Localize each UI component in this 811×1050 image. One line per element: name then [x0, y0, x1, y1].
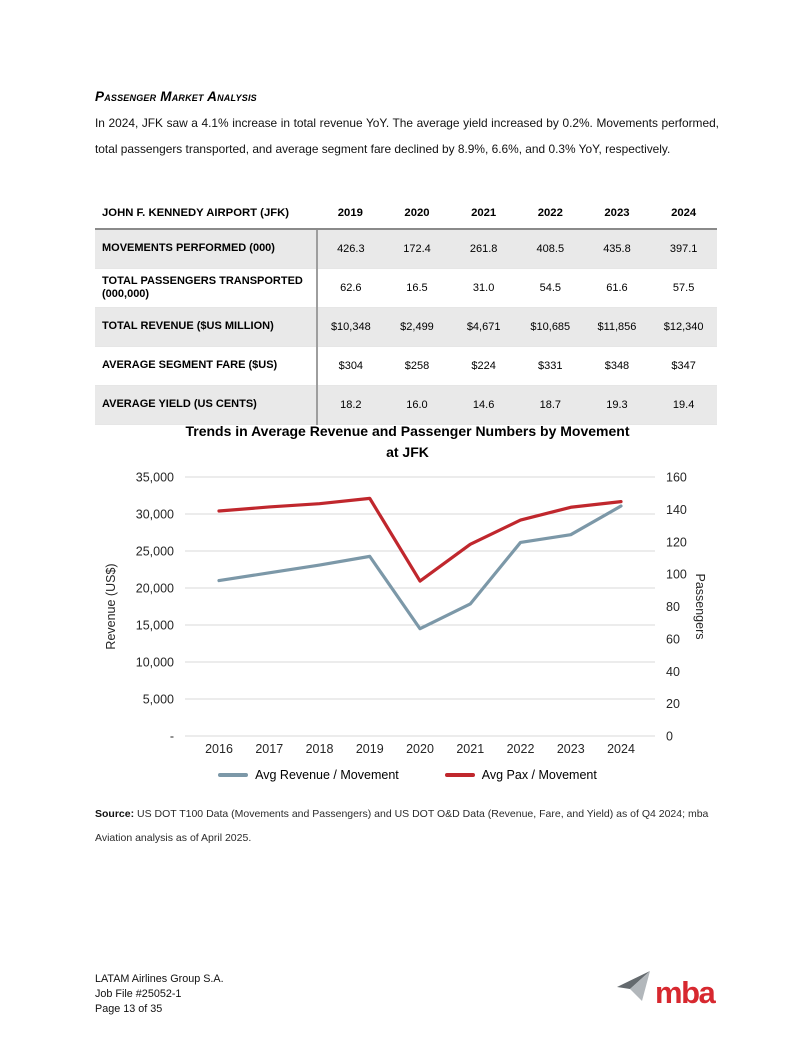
x-axis-tick-label: 2019 [355, 742, 384, 756]
value-cell: 397.1 [650, 229, 717, 269]
year-header-cell: 2024 [650, 197, 717, 229]
value-cell: 62.6 [317, 269, 384, 308]
row-label-cell: AVERAGE YIELD (US CENTS) [95, 386, 317, 425]
row-label-cell: TOTAL REVENUE ($US MILLION) [95, 308, 317, 347]
table-header [95, 197, 717, 229]
left-axis-tick-label: 10,000 [135, 655, 174, 670]
value-cell: 31.0 [450, 269, 517, 308]
value-cell: 18.2 [317, 386, 384, 425]
value-cell: 19.3 [584, 386, 651, 425]
right-axis-tick-label: 140 [666, 502, 687, 517]
year-header-cell: 2023 [584, 197, 651, 229]
source-note [95, 803, 727, 850]
table-row [95, 269, 717, 308]
right-axis-tick-label: 60 [666, 632, 680, 647]
table-title-cell: JOHN F. KENNEDY AIRPORT (JFK) [95, 197, 317, 229]
chart-legend [95, 768, 720, 782]
right-axis-tick-label: 160 [666, 470, 687, 485]
legend-item [218, 768, 399, 782]
footer-client: LATAM Airlines Group S.A. [95, 973, 224, 985]
value-cell: 61.6 [584, 269, 651, 308]
year-header-cell: 2021 [450, 197, 517, 229]
right-axis-tick-label: 120 [666, 535, 687, 550]
table-row [95, 386, 717, 425]
value-cell: $12,340 [650, 308, 717, 347]
left-axis-tick-label: 35,000 [135, 470, 174, 485]
table-row [95, 308, 717, 347]
x-axis-tick-label: 2018 [305, 742, 334, 756]
value-cell: $10,685 [517, 308, 584, 347]
trends-chart [95, 421, 720, 782]
table-row [95, 347, 717, 386]
legend-swatch [218, 773, 248, 777]
value-cell: 54.5 [517, 269, 584, 308]
chart-plot-area [95, 464, 720, 764]
mba-logo-text: mba [655, 975, 715, 1010]
footer-job-file: Job File #25052-1 [95, 987, 182, 1000]
value-cell: 426.3 [317, 229, 384, 269]
year-header-cell: 2020 [384, 197, 451, 229]
value-cell: 16.5 [384, 269, 451, 308]
source-text: US DOT T100 Data (Movements and Passengers) and US DOT O&D Data (Revenue, Fare, and Yield) as of Q4 2024; mba Aviation analysis as of April 2025. [95, 808, 709, 844]
left-axis-tick-label: - [169, 729, 174, 744]
value-cell: $347 [650, 347, 717, 386]
value-cell: $224 [450, 347, 517, 386]
value-cell: $2,499 [384, 308, 451, 347]
left-axis-title: Revenue (US$) [104, 563, 118, 650]
x-axis-tick-label: 2020 [406, 742, 434, 756]
section-heading: Passenger Market Analysis [95, 89, 257, 104]
value-cell: 57.5 [650, 269, 717, 308]
footer-text [95, 972, 224, 1016]
row-label-cell: MOVEMENTS PERFORMED (000) [95, 229, 317, 269]
legend-item [445, 768, 597, 782]
left-axis-tick-label: 5,000 [142, 692, 174, 707]
left-axis-tick-label: 30,000 [135, 507, 174, 522]
value-cell: $348 [584, 347, 651, 386]
value-cell: 18.7 [517, 386, 584, 425]
value-cell: $304 [317, 347, 384, 386]
value-cell: $258 [384, 347, 451, 386]
left-axis-tick-label: 15,000 [135, 618, 174, 633]
x-axis-tick-label: 2021 [456, 742, 485, 756]
value-cell: $4,671 [450, 308, 517, 347]
table-row [95, 229, 717, 269]
value-cell: $11,856 [584, 308, 651, 347]
legend-label: Avg Revenue / Movement [255, 768, 399, 782]
footer-page-number: Page 13 of 35 [95, 1002, 163, 1015]
year-header-cell: 2022 [517, 197, 584, 229]
value-cell: 408.5 [517, 229, 584, 269]
legend-label: Avg Pax / Movement [481, 768, 597, 782]
value-cell: $10,348 [317, 308, 384, 347]
value-cell: 261.8 [450, 229, 517, 269]
right-axis-tick-label: 40 [666, 664, 680, 679]
right-axis-tick-label: 100 [666, 567, 687, 582]
x-axis-tick-label: 2017 [255, 742, 284, 756]
series-line [219, 506, 621, 629]
value-cell: 16.0 [384, 386, 451, 425]
right-axis-tick-label: 20 [666, 697, 680, 712]
row-label-cell: TOTAL PASSENGERS TRANSPORTED (000,000) [95, 269, 317, 308]
x-axis-tick-label: 2023 [556, 742, 585, 756]
left-axis-tick-label: 20,000 [135, 581, 174, 596]
x-axis-tick-label: 2022 [506, 742, 535, 756]
x-axis-tick-label: 2016 [205, 742, 233, 756]
value-cell: 435.8 [584, 229, 651, 269]
right-axis-tick-label: 0 [666, 729, 673, 744]
jfk-metrics-table [95, 197, 717, 425]
year-header-cell: 2019 [317, 197, 384, 229]
value-cell: 19.4 [650, 386, 717, 425]
mba-logo [617, 970, 721, 1014]
source-label: Source: [95, 808, 135, 820]
right-axis-tick-label: 80 [666, 600, 680, 614]
right-axis-title: Passengers [693, 573, 707, 640]
x-axis-tick-label: 2024 [607, 742, 635, 756]
intro-paragraph: In 2024, JFK saw a 4.1% increase in total revenue YoY. The average yield increased by 0.2%. Movements performed, total passengers transported, and average segment fare declined by 8.9%, 6.6%, and 0.3% YoY, respectively. [95, 116, 719, 156]
row-label-cell: AVERAGE SEGMENT FARE ($US) [95, 347, 317, 386]
value-cell: 172.4 [384, 229, 451, 269]
value-cell: $331 [517, 347, 584, 386]
chart-title: Trends in Average Revenue and Passenger Numbers by Movement at JFK [185, 423, 630, 460]
value-cell: 14.6 [450, 386, 517, 425]
series-line [219, 498, 621, 581]
left-axis-tick-label: 25,000 [135, 544, 174, 559]
legend-swatch [445, 773, 475, 777]
